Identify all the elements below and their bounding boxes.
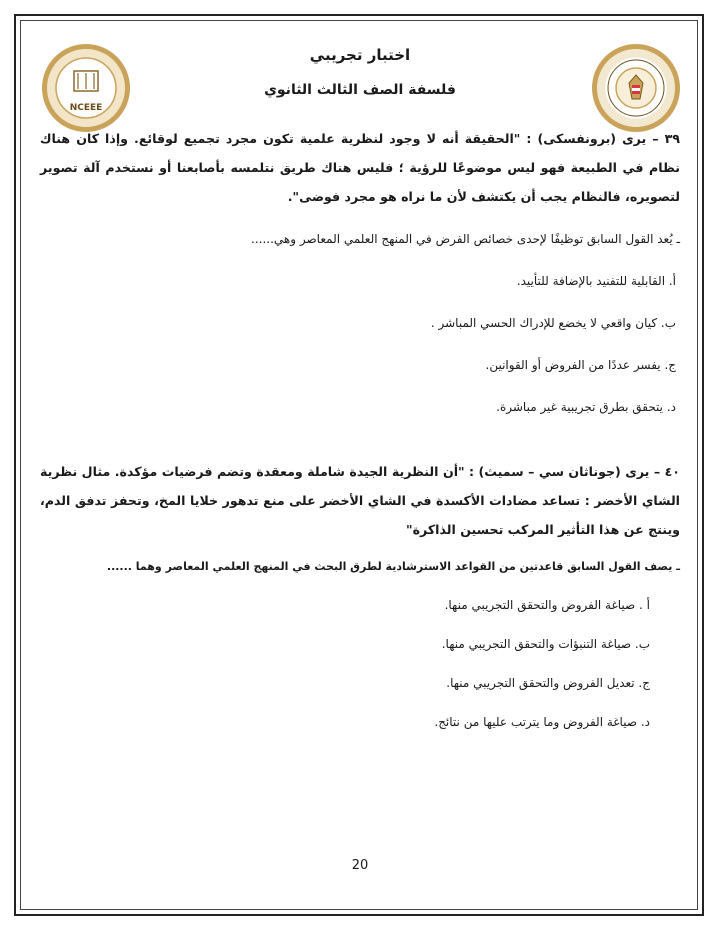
option-b[interactable]: ب. صياغة التنبؤات والتحقق التجريبي منها.	[441, 637, 650, 651]
question-stem: ٣٩ – يرى (برونفسكى) : "الحقيقة أنه لا وجود لنظرية علمية تكون مجرد تجميع لوقائع. وإذا كان هناك نظام في الطبيعة فهو ليس موضوعًا للرؤية ؛ فليس هناك طريق نتلمسه بأصابعنا أو نستخدم آلة تصوير لتصويره، فالنظام يجب أن يكتشف لأن ما نراه هو مجرد فوضى".	[40, 131, 680, 204]
logo-text: NCEEE	[69, 103, 103, 113]
question-40	[40, 457, 680, 732]
exam-subtitle: فلسفة الصف الثالث الثانوي	[264, 82, 456, 98]
option-c[interactable]: ج. تعديل الفروض والتحقق التجريبي منها.	[446, 676, 650, 690]
question-stem: ٤٠ – يرى (جوناثان سي – سميث) : "أن النظرية الجيدة شاملة ومعقدة وتضم فرضيات مؤكدة. مثال نظرية الشاي الأخضر : تساعد مضادات الأكسدة في الشاي الأخضر على منع تدهور خلايا المخ، وتحفز تدفق الدم، وينتج عن هذا التأثير المركب تحسين الذاكرة"	[40, 464, 680, 537]
option-a[interactable]: أ. القابلية للتفنيد بالإضافة للتأييد.	[516, 274, 676, 288]
page-number: 20	[351, 858, 369, 873]
option-b[interactable]: ب. كيان واقعي لا يخضع للإدراك الحسي المباشر .	[430, 316, 676, 330]
option-d[interactable]: د. صياغة الفروض وما يترتب عليها من نتائج.	[434, 715, 650, 729]
question-39	[40, 124, 680, 417]
option-c[interactable]: ج. يفسر عددًا من الفروض أو القوانين.	[485, 358, 676, 372]
question-prompt: ـ يصف القول السابق قاعدتين من القواعد الاسترشادية لطرق البحث في المنهج العلمي المعاصر وهما ......	[106, 560, 680, 573]
question-prompt: ـ يُعد القول السابق توظيفًا لإحدى خصائص الفرض في المنهج العلمي المعاصر وهي......	[251, 232, 680, 246]
option-a[interactable]: أ . صياغة الفروض والتحقق التجريبي منها.	[444, 598, 650, 612]
option-d[interactable]: د. يتحقق بطرق تجريبية غير مباشرة.	[496, 400, 676, 414]
exam-title: اختبار تجريبي	[309, 46, 411, 64]
questions-content	[40, 124, 680, 732]
